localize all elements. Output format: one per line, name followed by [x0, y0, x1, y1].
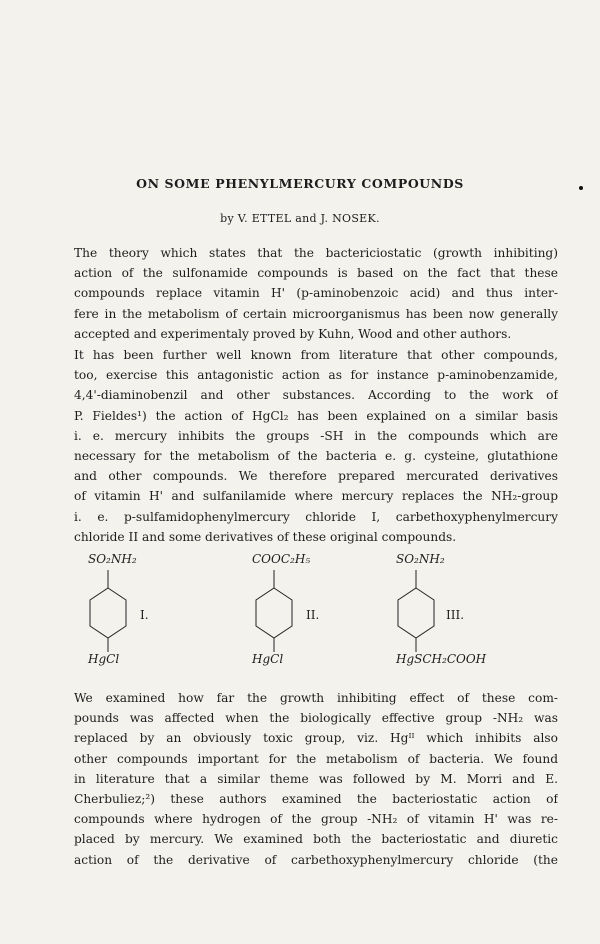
text-line: It has been further well known from literature that other compounds, — [74, 348, 558, 362]
text-line: and other compounds. We therefore prepared mercurated derivatives — [74, 469, 558, 484]
article-title: ON SOME PHENYLMERCURY COMPOUNDS — [136, 176, 464, 191]
structure-II — [252, 548, 392, 678]
text-line: P. Fieldes¹) the action of HgCl₂ has been explained on a similar basis — [74, 408, 558, 423]
text-line: compounds replace vitamin H' (p-aminobenzoic acid) and thus inter- — [74, 286, 558, 301]
text-line: pounds was affected when the biologically effective group -NH₂ was — [74, 711, 558, 726]
structure-number: III. — [446, 608, 465, 622]
text-line: replaced by an obviously toxic group, viz. Hgᴵᴵ which inhibits also — [74, 731, 558, 746]
text-line: 4,4'-diaminobenzil and other substances. According to the work of — [74, 388, 558, 403]
paragraph-1 — [72, 243, 558, 344]
structure-top-group: COOC₂H₅ — [252, 552, 311, 566]
margin-mark — [579, 186, 583, 190]
structure-top-group: SO₂NH₂ — [88, 552, 137, 566]
structure-bottom-group: HgCl — [88, 652, 120, 666]
structure-number: II. — [306, 608, 320, 622]
text-line: compounds where hydrogen of the group -NH₂ of vitamin H' was re- — [74, 812, 558, 827]
text-line: in literature that a similar theme was followed by M. Morri and E. — [74, 771, 558, 786]
text-line: fere in the metabolism of certain microorganismus has been now generally — [74, 306, 558, 321]
authors-line: by V. ETTEL and J. NOSEK. — [220, 212, 380, 225]
text-line: action of the derivative of carbethoxyphenylmercury chloride (the — [74, 852, 558, 867]
text-line: too, exercise this antagonistic action as for instance p-aminobenzamide, — [74, 368, 558, 383]
text-line: necessary for the metabolism of the bacteria e. g. cysteine, glutathione — [74, 449, 558, 464]
structure-number: I. — [140, 608, 149, 622]
text-line: action of the sulfonamide compounds is based on the fact that these — [74, 266, 558, 281]
text-line: i. e. mercury inhibits the groups -SH in the compounds which are — [74, 428, 558, 443]
text-line: chloride II and some derivatives of these original compounds. — [74, 529, 457, 544]
text-line: We examined how far the growth inhibiting effect of these com- — [74, 691, 558, 705]
structure-bottom-group: HgCl — [252, 652, 284, 666]
text-line: i. e. p-sulfamidophenylmercury chloride I, carbethoxyphenylmercury — [74, 509, 558, 524]
structure-III — [396, 548, 536, 678]
text-line: other compounds important for the metabolism of bacteria. We found — [74, 751, 558, 766]
text-line: placed by mercury. We examined both the bacteriostatic and diuretic — [74, 832, 558, 847]
paragraph-3 — [72, 688, 558, 870]
structure-top-group: SO₂NH₂ — [396, 552, 445, 566]
structure-I — [88, 548, 228, 678]
text-line: Cherbuliez;²) these authors examined the bacteriostatic action of — [74, 792, 558, 807]
text-line: The theory which states that the bactericiostatic (growth inhibiting) — [74, 246, 558, 260]
structure-bottom-group: HgSCH₂COOH — [396, 652, 487, 666]
text-line: accepted and experimentaly proved by Kuhn, Wood and other authors. — [74, 326, 512, 341]
paragraph-2 — [72, 345, 558, 547]
text-line: of vitamin H' and sulfanilamide where mercury replaces the NH₂-group — [74, 489, 558, 504]
